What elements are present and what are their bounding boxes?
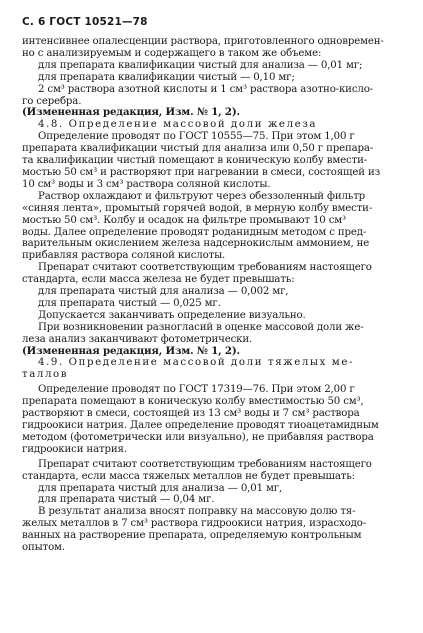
text-line: го серебра. — [22, 95, 82, 107]
text-line: методом (фотометрически или визуально), не прибавляя раствора — [22, 431, 374, 443]
text-line: гидроокиси натрия. Далее определение проводят тиоацетамидным — [22, 420, 379, 431]
text-line: стандарта, если масса тяжелых металлов не будет превышать: — [22, 470, 355, 482]
text-line: гидроокиси натрия. — [22, 443, 127, 455]
text-line: интенсивнее опалесценции раствора, приготовленного одновремен- — [22, 36, 384, 47]
text-line: Раствор охлаждают и фильтруют через обеззоленный фильтр — [38, 190, 366, 202]
text-line: Определение проводят по ГОСТ 10555—75. При этом 1,00 г — [38, 131, 355, 143]
text-line: растворяют в смеси, состоящей из 13 см³ воды и 7 см³ раствора — [22, 408, 360, 420]
list-line: для препарата чистый — 0,025 мг. — [38, 297, 221, 309]
text-line: прибавляя раствора соляной кислоты. — [22, 250, 226, 262]
text-line: Препарат считают соответствующим требованиям настоящего — [38, 458, 372, 470]
text-line: опытом. — [22, 542, 65, 554]
text-line: препарата квалификации чистый для анализа или 0,50 г препара- — [22, 143, 374, 155]
text-line: Допускается заканчивать определение визуально. — [38, 309, 306, 321]
text-line: мостью 50 см³. Колбу и осадок на фильтре промывают 10 см³ — [22, 214, 346, 226]
list-line: для препарата чистый для анализа — 0,002 мг, — [38, 286, 289, 298]
text-line: стандарта, если масса железа не будет превышать: — [22, 274, 295, 286]
list-line: для препарата квалификации чистый для анализа — 0,01 мг; — [38, 59, 363, 71]
text-line: леза анализ заканчивают фотометрически. — [22, 333, 253, 345]
text-line: желых металлов в 7 см³ раствора гидроокиси натрия, израсходо- — [22, 518, 366, 530]
text-line: Препарат считают соответствующим требованиям настоящего — [38, 262, 372, 274]
section-heading: 4.9. Определение массовой доли тяжелых ме- — [38, 357, 354, 369]
section-heading: таллов — [22, 369, 69, 381]
text-line: воды. Далее определение проводят роданидным методом с пред- — [22, 226, 367, 238]
text-line: При возникновении разногласий в оценке массовой доли же- — [38, 321, 364, 333]
text-line: но с анализируемым и содержащего в таком же объеме: — [22, 47, 322, 59]
text-line: препарата помещают в коническую колбу вместимостью 50 см³, — [22, 396, 364, 408]
text-line: ванных на растворение препарата, определяемую контрольным — [22, 530, 362, 542]
text-line: Определение проводят по ГОСТ 17319—76. При этом 2,00 г — [38, 384, 355, 396]
list-line: для препарата квалификации чистый — 0,10 мг; — [38, 71, 295, 83]
page-header: С. 6 ГОСТ 10521—78 — [22, 16, 148, 28]
revision-note: (Измененная редакция, Изм. № 1, 2). — [22, 106, 240, 119]
list-line: 2 см³ раствора азотной кислоты и 1 см³ раствора азотно-кисло- — [38, 83, 373, 95]
text-line: В результат анализа вносят поправку на массовую долю тя- — [38, 506, 356, 518]
text-line: варительным окислением железа надсернокислым аммонием, не — [22, 238, 370, 250]
text-line: та квалификации чистый помещают в коническую колбу вмести- — [22, 155, 368, 167]
list-line: для препарата чистый для анализа — 0,01 мг, — [38, 482, 283, 494]
text-line: «синяя лента», промытый горячей водой, в мерную колбу вмести- — [22, 202, 373, 214]
text-line: 10 см³ воды и 3 см³ раствора соляной кислоты. — [22, 178, 271, 190]
revision-note: (Измененная редакция, Изм. № 1, 2). — [22, 344, 240, 357]
list-line: для препарата чистый — 0,04 мг. — [38, 494, 215, 506]
text-line: мостью 50 см³ и растворяют при нагревании в смеси, состоящей из — [22, 166, 381, 178]
document-page — [22, 16, 404, 554]
section-heading: 4.8. Определение массовой доли железа — [38, 119, 318, 131]
